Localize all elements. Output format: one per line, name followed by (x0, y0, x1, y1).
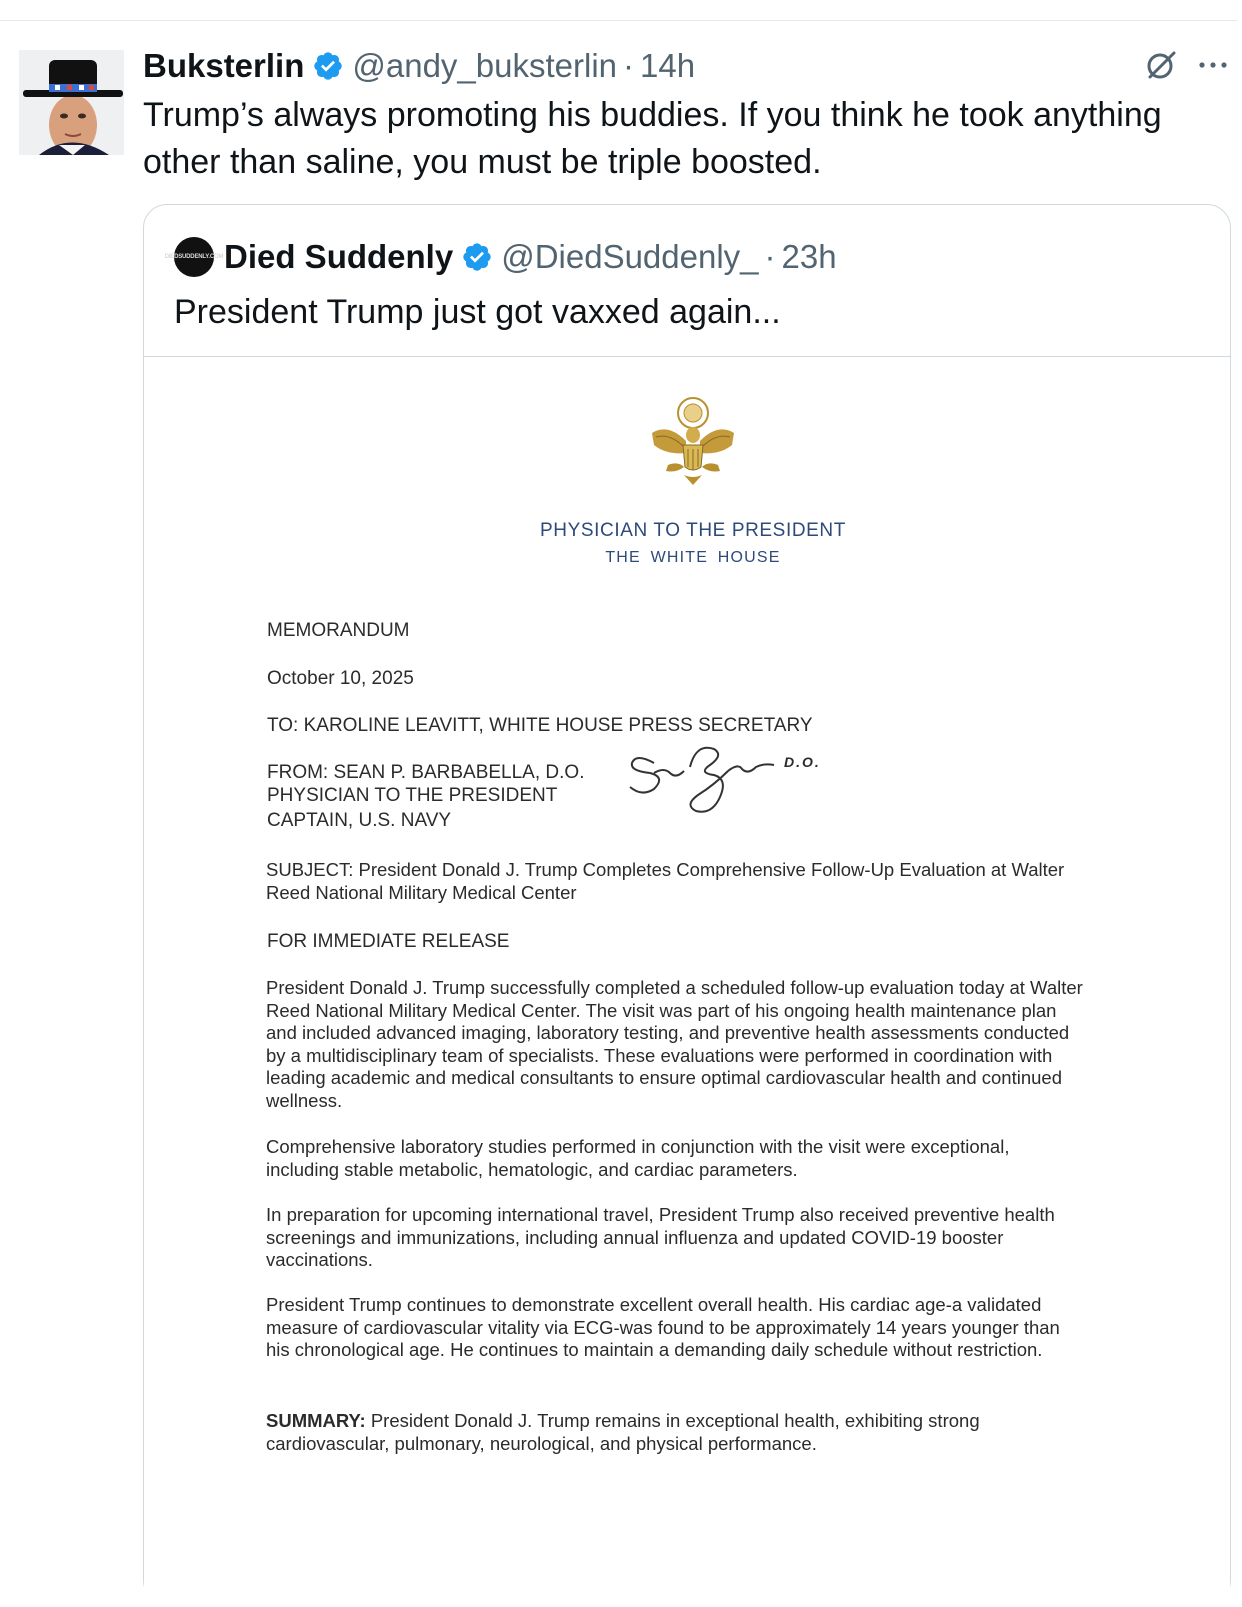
separator-dot: · (623, 47, 635, 84)
memo-paragraph-2: Comprehensive laboratory studies performed in conjunction with the visit were exceptional, including stable metabolic, hematologic, and cardiac parameters. (266, 1136, 1010, 1180)
memo-office-subtitle: THE WHITE HOUSE (605, 549, 781, 566)
memo-release: FOR IMMEDIATE RELEASE (267, 931, 510, 952)
tweet-text: Trump’s always promoting his buddies. If you think he took anything other than saline, you must be triple boosted. (143, 96, 1162, 181)
memo-heading: MEMORANDUM (267, 620, 410, 641)
memo-from-title: PHYSICIAN TO THE PRESIDENT (267, 785, 558, 806)
memo-summary-text: President Donald J. Trump remains in exceptional health, exhibiting strong cardiovascular, pulmonary, neurological, and physical performance. (266, 1410, 980, 1454)
grok-icon[interactable] (1144, 48, 1178, 82)
author-handle[interactable]: @andy_buksterlin (352, 47, 618, 84)
top-divider (0, 20, 1237, 21)
verified-badge-icon (461, 241, 493, 273)
memo-date: October 10, 2025 (267, 668, 414, 689)
separator-dot: · (764, 238, 776, 275)
quoted-avatar-text: DIEDSUDDENLY.COM (164, 254, 224, 260)
quoted-tweet[interactable] (143, 204, 1231, 1604)
memo-from-rank: CAPTAIN, U.S. NAVY (267, 810, 452, 831)
memo-summary (266, 1410, 1086, 1455)
memo-paragraph-4: President Trump continues to demonstrate excellent overall health. His cardiac age-a validated measure of cardiovascular vitality via ECG-was found to be approximately 14 years younger than his chronological age. He continues to maintain a demanding daily schedule without restriction. (266, 1294, 1060, 1361)
quoted-author-handle[interactable]: @DiedSuddenly_ (501, 238, 759, 275)
quoted-author-name[interactable]: Died Suddenly (224, 238, 454, 275)
quoted-tweet-text: President Trump just got vaxxed again... (174, 293, 781, 331)
memo-image[interactable] (144, 357, 1230, 1607)
author-name[interactable]: Buksterlin (143, 47, 305, 84)
verified-badge-icon (312, 50, 344, 82)
timestamp[interactable]: 14h (640, 47, 696, 84)
eagle-seal-icon (648, 393, 738, 493)
memo-to: TO: KAROLINE LEAVITT, WHITE HOUSE PRESS SECRETARY (267, 715, 813, 736)
tweet-header (143, 44, 695, 88)
memo-paragraph-3: In preparation for upcoming international travel, President Trump also received preventive health screenings and immunizations, including annual influenza and updated COVID-19 booster vaccinations. (266, 1204, 1055, 1271)
memo-from: FROM: SEAN P. BARBABELLA, D.O. (267, 762, 585, 783)
memo-summary-label: SUMMARY: (266, 1410, 366, 1431)
memo-office-title: PHYSICIAN TO THE PRESIDENT (540, 520, 846, 541)
avatar[interactable] (19, 50, 124, 155)
quoted-avatar[interactable] (164, 237, 224, 277)
more-icon[interactable] (1196, 52, 1230, 78)
memo-paragraph-1: President Donald J. Trump successfully completed a scheduled follow-up evaluation today at Walter Reed National Military Medical Center. The visit was part of his ongoing health maintenance plan and included advanced imaging, laboratory testing, and preventive health assessments conducted by a multidisciplinary team of specialists. These evaluations were performed in coordination with leading academic and medical consultants to ensure optimal cardiovascular health and continued wellness. (266, 977, 1083, 1111)
memo-subject: SUBJECT: President Donald J. Trump Completes Comprehensive Follow-Up Evaluation at Walter Reed National Military Medical Center (266, 859, 1065, 903)
quoted-timestamp[interactable]: 23h (781, 238, 837, 275)
signature-suffix: D.O. (784, 754, 821, 770)
quoted-tweet-header (164, 235, 837, 279)
